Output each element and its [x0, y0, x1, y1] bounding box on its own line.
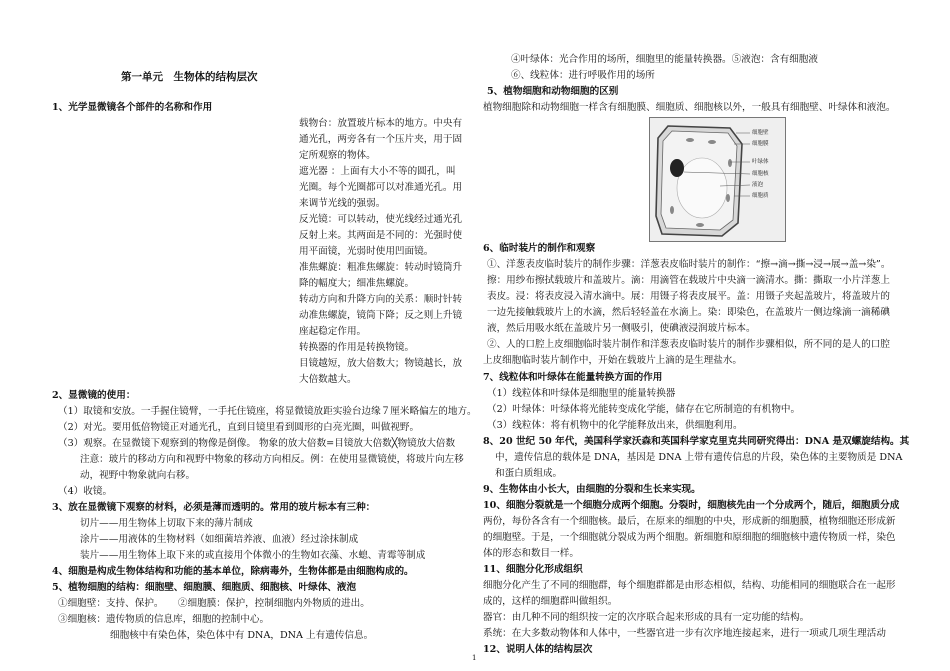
left-text-line: 用平面镜，光弱时使用凹面镜。 — [299, 246, 434, 257]
left-text-line: 1、光学显微镜各个部件的名称和作用 — [52, 102, 213, 113]
right-text-line: 的细胞壁。于是，一个细胞就分裂成为两个细胞。新细胞和原细胞的细胞核中遗传物质一样，染色 — [483, 532, 896, 543]
left-text-line: 切片——用生物体上切取下来的薄片制成 — [80, 518, 253, 529]
left-text-line: （2）对光。要用低倍物镜正对通光孔，直到目镜里看到圆形的白亮光圈，叫做视野。 — [58, 422, 420, 433]
right-text-line: 9、生物体由小长大，由细胞的分裂和生长来实现。 — [483, 484, 701, 495]
vacuole-shape — [677, 158, 727, 218]
left-text-line: 通光孔，两旁各有一个压片夹，用于固 — [299, 134, 463, 145]
left-text-line: 目镜越短，放大倍数大；物镜越长，放 — [299, 358, 463, 369]
left-text-line: 反光镜：可以转动，使光线经过通光孔 — [299, 214, 463, 225]
right-text-line: 细胞分化产生了不同的细胞群，每个细胞群都是由形态相似，结构、功能相同的细胞联合在一起形 — [483, 580, 896, 591]
label-chloroplast: 叶绿体 — [752, 159, 769, 165]
left-text-line: ③细胞核：遗传物质的信息库，细胞的控制中心。 — [58, 614, 270, 625]
left-text-line: 动，视野中物象就向右移。 — [80, 470, 196, 481]
right-text-line: 6、临时装片的制作和观察 — [483, 243, 596, 254]
left-text-line: 降的幅度大；细准焦螺旋。 — [299, 278, 415, 289]
right-text-line: 一边先接触载玻片上的水滴，然后轻轻盖在水滴上。染：即染色，在盖玻片一侧边缘滴一滴稀碘 — [487, 307, 890, 318]
left-text-line: 3、放在显微镜下观察的材料，必须是薄而透明的。常用的玻片标本有三种： — [52, 502, 376, 513]
right-text-line: 系统：在大多数动物体和人体中，一些器官进一步有次序地连接起来，进行一项或几项生理活动 — [483, 628, 886, 639]
left-text-line: 涂片——用液体的生物材料（如细菌培养液、血液）经过涂抹制成 — [80, 534, 359, 545]
right-text-line: 和蛋白质组成。 — [495, 468, 563, 479]
left-text-line: 转动方向和升降方向的关系：顺时针转 — [299, 294, 463, 305]
right-text-line: 成的，这样的细胞群叫做组织。 — [483, 596, 618, 607]
left-text-line: 动准焦螺旋，镜筒下降；反之则上升镜 — [299, 310, 463, 321]
left-text-line: 转换器的作用是转换物镜。 — [299, 342, 415, 353]
left-text-line: 4、细胞是构成生物体结构和功能的基本单位，除病毒外，生物体都是由细胞构成的。 — [52, 566, 414, 577]
right-text-line: ②、人的口腔上皮细胞临时装片制作和洋葱表皮临时装片的制作步骤相似，所不同的是人的口腔 — [487, 339, 890, 350]
nucleus-shape — [670, 159, 684, 177]
unit-title: 第一单元 生物体的结构层次 — [121, 71, 258, 83]
right-text-line: ④叶绿体：光合作用的场所，细胞里的能量转换器。⑤液泡：含有细胞液 — [511, 54, 818, 65]
label-cell-membrane: 细胞膜 — [752, 141, 769, 147]
right-text-line: 7、线粒体和叶绿体在能量转换方面的作用 — [483, 372, 663, 383]
left-text-line: 反射上来。其两面是不同的：光强时使 — [299, 230, 463, 241]
left-text-line: （4）收镜。 — [58, 486, 113, 497]
left-text-line: 注意：玻片的移动方向和视野中物象的移动方向相反。例：在使用显微镜使，将玻片向左移 — [80, 454, 464, 465]
left-text-line: 5、植物细胞的结构：细胞壁、细胞膜、细胞质、细胞核、叶绿体、液泡 — [52, 582, 357, 593]
right-text-line: （3）线粒体：将有机物中的化学能释放出来，供细胞利用。 — [487, 420, 743, 431]
right-text-line: 擦：用纱布擦拭载玻片和盖玻片。滴：用滴管在载玻片中央滴一滴清水。撕：撕取一小片洋葱上 — [487, 275, 890, 286]
left-text-line: 细胞核中有染色体，染色体中有 DNA，DNA 上有遗传信息。 — [110, 630, 374, 641]
plant-cell-figure — [649, 117, 786, 242]
left-text-line: 定所观察的物体。 — [299, 150, 376, 161]
left-text-line: （3）观察。在显微镜下观察到的物像是倒像。 物象的放大倍数=目镜放大倍数╳物镜放大倍数 — [58, 438, 456, 449]
label-cytoplasm: 细胞质 — [752, 193, 769, 199]
right-text-line: 5、植物细胞和动物细胞的区别 — [487, 86, 619, 97]
right-text-line: 器官：由几种不同的组织按一定的次序联合起来形成的具有一定功能的结构。 — [483, 612, 810, 623]
page-number: 1 — [472, 654, 477, 662]
left-text-line: ①细胞壁：支持、保护。 ②细胞膜：保护，控制细胞内外物质的进出。 — [58, 598, 370, 609]
plant-cell-diagram — [650, 118, 785, 241]
right-text-line: 中，遗传信息的载体是 DNA，基因是 DNA 上带有遗传信息的片段，染色体的主要物质是 DNA — [495, 452, 903, 463]
right-text-line: 上皮细胞临时装片制作中，开始在载玻片上滴的是生理盐水。 — [483, 355, 743, 366]
right-text-line: 液，然后用吸水纸在盖玻片另一侧吸引，使碘液浸润玻片标本。 — [487, 323, 756, 334]
left-text-line: 2、显微镜的使用： — [52, 390, 136, 401]
label-vacuole: 液泡 — [752, 182, 764, 188]
left-text-line: 准焦螺旋：粗准焦螺旋：转动时镜筒升 — [299, 262, 463, 273]
right-text-line: 两份，每份各含有一个细胞核。最后，在原来的细胞的中央，形成新的细胞膜，植物细胞还形成新 — [483, 516, 896, 527]
left-text-line: （1）取镜和安放。一手握住镜臂，一手托住镜座，将显微镜放距实验台边缘７厘米略偏左的地方。 — [58, 406, 477, 417]
label-nucleus: 细胞核 — [752, 171, 769, 177]
left-text-line: 来调节光线的强弱。 — [299, 198, 386, 209]
right-text-line: （1）线粒体和叶绿体是细胞里的能量转换器 — [487, 388, 676, 399]
left-text-line: 装片——用生物体上取下来的或直接用个体微小的生物如衣藻、水螅、青霉等制成 — [80, 550, 426, 561]
right-text-line: 11、细胞分化形成组织 — [483, 564, 583, 575]
left-text-line: 遮光器 ：上面有大小不等的圆孔，叫 — [299, 166, 456, 177]
left-text-line: 光圈。每个光圈都可以对准通光孔。用 — [299, 182, 463, 193]
right-text-line: ⑥、线粒体：进行呼吸作用的场所 — [511, 70, 655, 81]
right-text-line: ①、洋葱表皮临时装片的制作步骤：洋葱表皮临时装片的制作：“擦→滴→撕→浸→展→盖→染”。 — [487, 259, 891, 270]
left-text-line: 大倍数越大。 — [299, 374, 357, 385]
right-text-line: 体的形态和数目一样。 — [483, 548, 579, 559]
right-text-line: 10、细胞分裂就是一个细胞分成两个细胞。分裂时，细胞核先由一个分成两个，随后，细胞质分成 — [483, 500, 900, 511]
right-text-line: 表皮。浸：将表皮浸入清水滴中。展：用镊子将表皮展平。盖：用镊子夹起盖玻片，将盖玻片的 — [487, 291, 890, 302]
right-text-line: 8、20 世纪 50 年代，美国科学家沃森和英国科学家克里克共同研究得出：DNA 是双螺旋结构。其 — [483, 436, 910, 447]
right-text-line: 植物细胞除和动物细胞一样含有细胞膜、细胞质、细胞核以外，一般具有细胞壁、叶绿体和液泡。 — [483, 102, 896, 113]
label-cell-wall: 细胞壁 — [752, 130, 769, 136]
right-text-line: （2）叶绿体：叶绿体将光能转变成化学能，储存在它所制造的有机物中。 — [487, 404, 801, 415]
left-text-line: 载物台：放置玻片标本的地方。中央有 — [299, 118, 463, 129]
left-text-line: 座起稳定作用。 — [299, 326, 367, 337]
right-text-line: 12、说明人体的结构层次 — [483, 644, 593, 655]
